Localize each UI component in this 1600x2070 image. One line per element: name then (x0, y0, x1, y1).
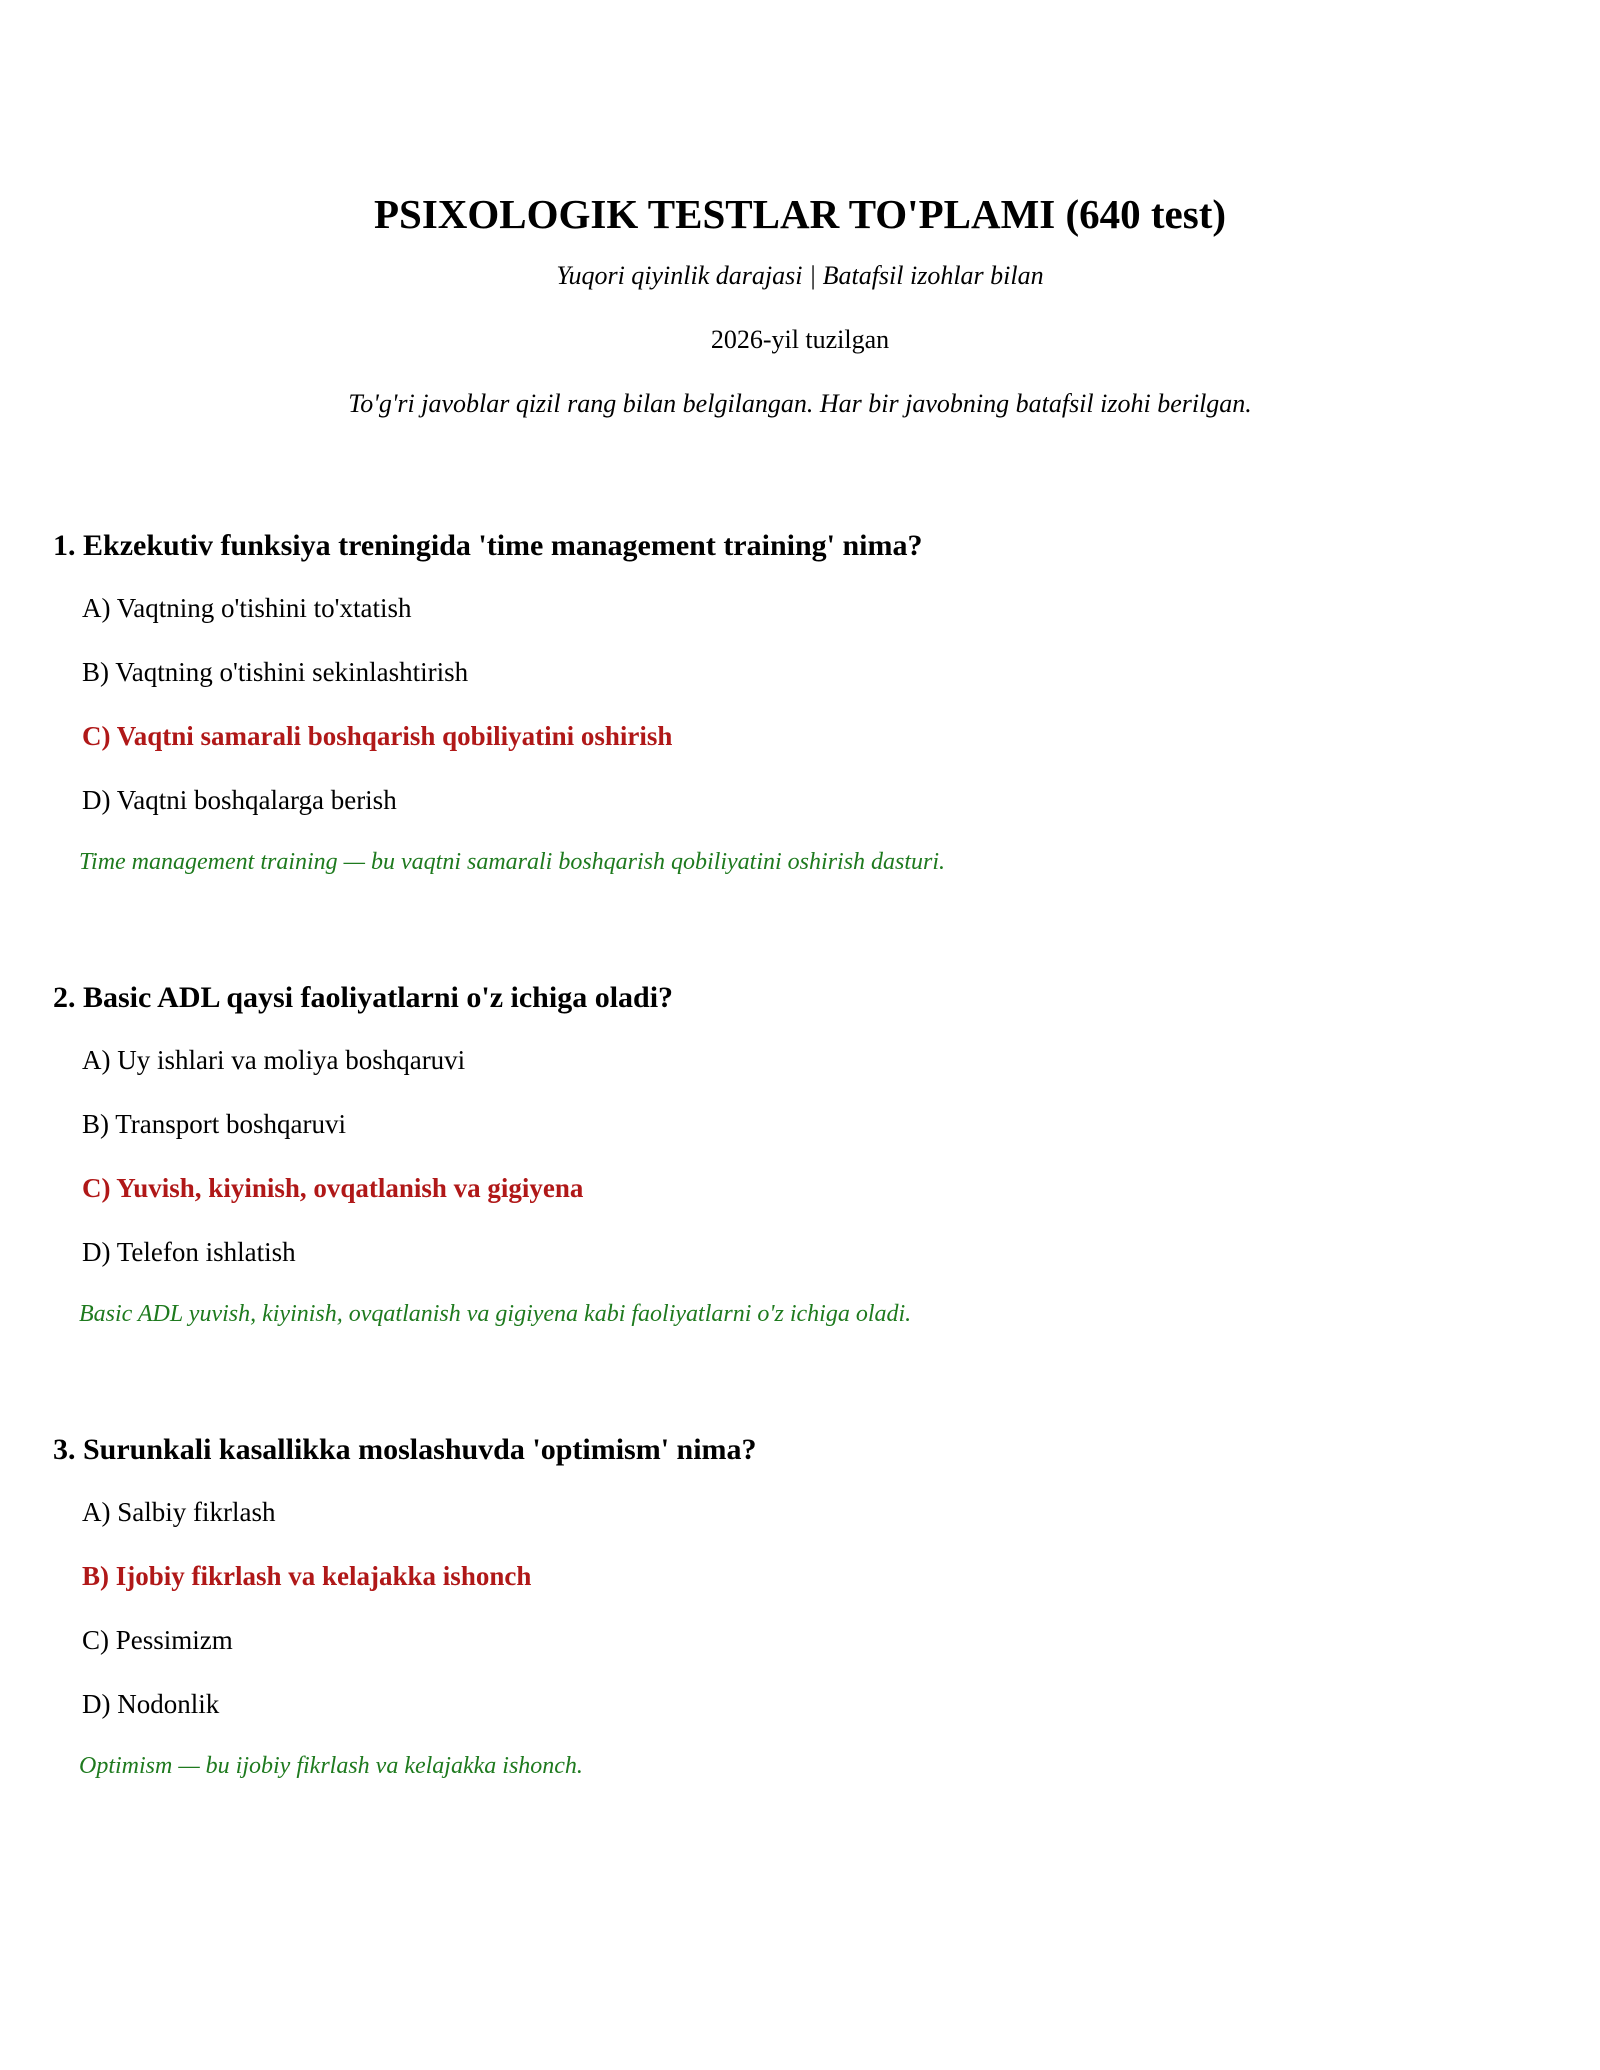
question-title: 1. Ekzekutiv funksiya treningida 'time management training' nima? (53, 529, 923, 562)
document-subtitle: Yuqori qiyinlik darajasi | Batafsil izohlar bilan (556, 261, 1044, 290)
document-note: To'g'ri javoblar qizil rang bilan belgilangan. Har bir javobning batafsil izohi berilgan. (348, 389, 1252, 418)
answer-options (82, 1040, 1553, 1296)
question-title: 3. Surunkali kasallikka moslashuvda 'optimism' nima? (53, 1433, 757, 1466)
option-d: D) Nodonlik (82, 1689, 220, 1719)
answer-explanation: Optimism — bu ijobiy fikrlash va kelajakka ishonch. (79, 1753, 583, 1779)
option-c-correct: C) Vaqtni samarali boshqarish qobiliyatini oshirish (82, 721, 673, 751)
document-year: 2026-yil tuzilgan (710, 325, 890, 354)
option-c-correct: C) Yuvish, kiyinish, ovqatlanish va gigiyena (82, 1173, 584, 1203)
option-b: B) Transport boshqaruvi (82, 1109, 347, 1139)
option-c: C) Pessimizm (82, 1625, 233, 1655)
option-a: A) Uy ishlari va moliya boshqaruvi (82, 1045, 466, 1075)
option-a: A) Salbiy fikrlash (82, 1497, 276, 1527)
question-list (53, 524, 1553, 1880)
option-d: D) Telefon ishlatish (82, 1237, 296, 1267)
option-b-correct: B) Ijobiy fikrlash va kelajakka ishonch (82, 1561, 532, 1591)
option-a: A) Vaqtning o'tishini to'xtatish (82, 593, 412, 623)
question-3 (53, 1428, 1553, 1880)
question-1 (53, 524, 1553, 976)
option-d: D) Vaqtni boshqalarga berish (82, 785, 397, 815)
answer-explanation: Basic ADL yuvish, kiyinish, ovqatlanish va gigiyena kabi faoliyatlarni o'z ichiga oladi. (79, 1301, 912, 1327)
document-header (0, 184, 1600, 424)
answer-options (82, 1492, 1553, 1748)
answer-explanation: Time management training — bu vaqtni samarali boshqarish qobiliyatini oshirish dasturi. (79, 849, 946, 875)
document-title: PSIXOLOGIK TESTLAR TO'PLAMI (640 test) (373, 191, 1226, 237)
answer-options (82, 588, 1553, 844)
question-title: 2. Basic ADL qaysi faoliyatlarni o'z ichiga oladi? (53, 981, 674, 1014)
option-b: B) Vaqtning o'tishini sekinlashtirish (82, 657, 469, 687)
question-2 (53, 976, 1553, 1428)
